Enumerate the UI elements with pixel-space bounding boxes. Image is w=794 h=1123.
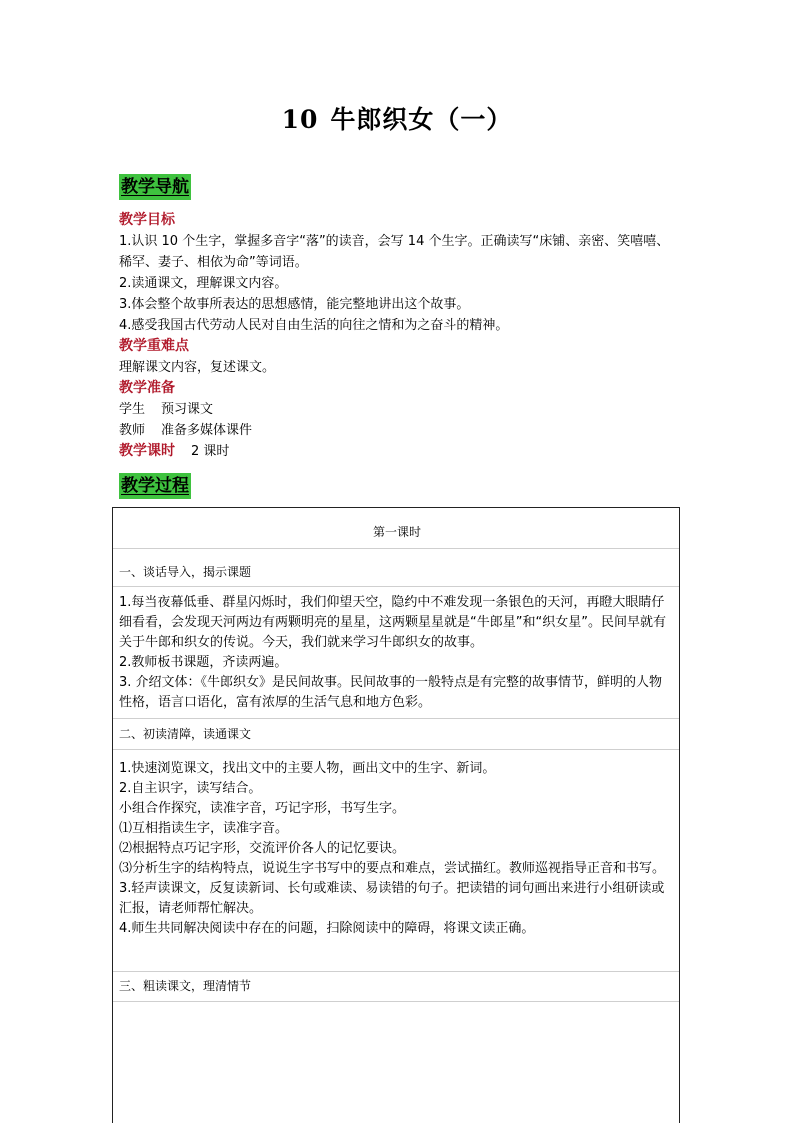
- goal-item: 3.体会整个故事所表达的思想感情，能完整地讲出这个故事。: [119, 297, 470, 312]
- goal-item: 1.认识 10 个生字，掌握多音字“落”的读音，会写 14 个生字。正确读写“床铺、亲密、笑嘻嘻、稀罕、妻子、相依为命”等词语。: [119, 234, 670, 270]
- goals-label: 教学目标: [119, 212, 175, 228]
- lesson-name: 牛郎织女（一）: [330, 105, 513, 134]
- nav-section: [119, 210, 679, 462]
- hours-value: 2 课时: [191, 444, 230, 459]
- paragraph: 2.教师板书课题，齐读两遍。: [119, 655, 288, 670]
- paragraph: 3.轻声读课文，反复读新词、长句或难读、易读错的句子。把读错的词句画出来进行小组研读或汇报，请老师帮忙解决。: [119, 881, 665, 916]
- key-label: 教学重难点: [119, 338, 189, 354]
- prep-item: 学生 预习课文: [119, 402, 214, 417]
- paragraph: 2.自主识字，读写结合。: [119, 781, 262, 796]
- section-body: [119, 759, 675, 939]
- paragraph: 小组合作探究，读准字音，巧记字形，书写生字。: [119, 801, 406, 816]
- paragraph: 3. 介绍文体：《牛郎织女》是民间故事。民间故事的一般特点是有完整的故事情节，鲜明的人物性格，语言口语化，富有浓厚的生活气息和地方色彩。: [119, 675, 663, 710]
- page-title: [0, 100, 794, 136]
- section-heading: 三、粗读课文，理清情节: [119, 979, 252, 993]
- paragraph: ⑶分析生字的结构特点，说说生字书写中的要点和难点，尝试描红。教师巡视指导正音和书写。: [119, 861, 666, 876]
- prep-label: 教学准备: [119, 380, 175, 396]
- paragraph: 4.师生共同解决阅读中存在的问题，扫除阅读中的障碍，将课文读正确。: [119, 921, 535, 936]
- section-heading: 二、初读清障，读通课文: [119, 727, 252, 741]
- hours-label: 教学课时: [119, 443, 175, 459]
- paragraph: ⑴互相指读生字，读准字音。: [119, 821, 289, 836]
- goal-item: 4.感受我国古代劳动人民对自由生活的向往之情和为之奋斗的精神。: [119, 318, 509, 333]
- process-heading: 教学过程: [119, 473, 191, 499]
- lesson-number: 10: [281, 105, 319, 134]
- hours-row: [119, 441, 679, 462]
- process-table: [112, 507, 680, 1123]
- lesson-title: 第一课时: [372, 525, 421, 539]
- paragraph: 1.每当夜幕低垂、群星闪烁时，我们仰望天空，隐约中不难发现一条银色的天河，再瞪大眼睛仔细看看，会发现天河两边有两颗明亮的星星，这两颗星星就是“牛郎星”和“织女星”。民间早就有关于牛郎和织女的传说。今天，我们就来学习牛郎织女的故事。: [119, 595, 666, 650]
- paragraph: 1.快速浏览课文，找出文中的主要人物，画出文中的生字、新词。: [119, 761, 496, 776]
- nav-heading: 教学导航: [119, 174, 191, 200]
- prep-item: 教师 准备多媒体课件: [119, 423, 253, 438]
- goal-item: 2.读通课文，理解课文内容。: [119, 276, 288, 291]
- key-text: 理解课文内容，复述课文。: [119, 360, 276, 375]
- section-heading: 一、谈话导入，揭示课题: [119, 565, 252, 579]
- paragraph: ⑵根据特点巧记字形，交流评价各人的记忆要诀。: [119, 841, 406, 856]
- section-body: [119, 593, 675, 713]
